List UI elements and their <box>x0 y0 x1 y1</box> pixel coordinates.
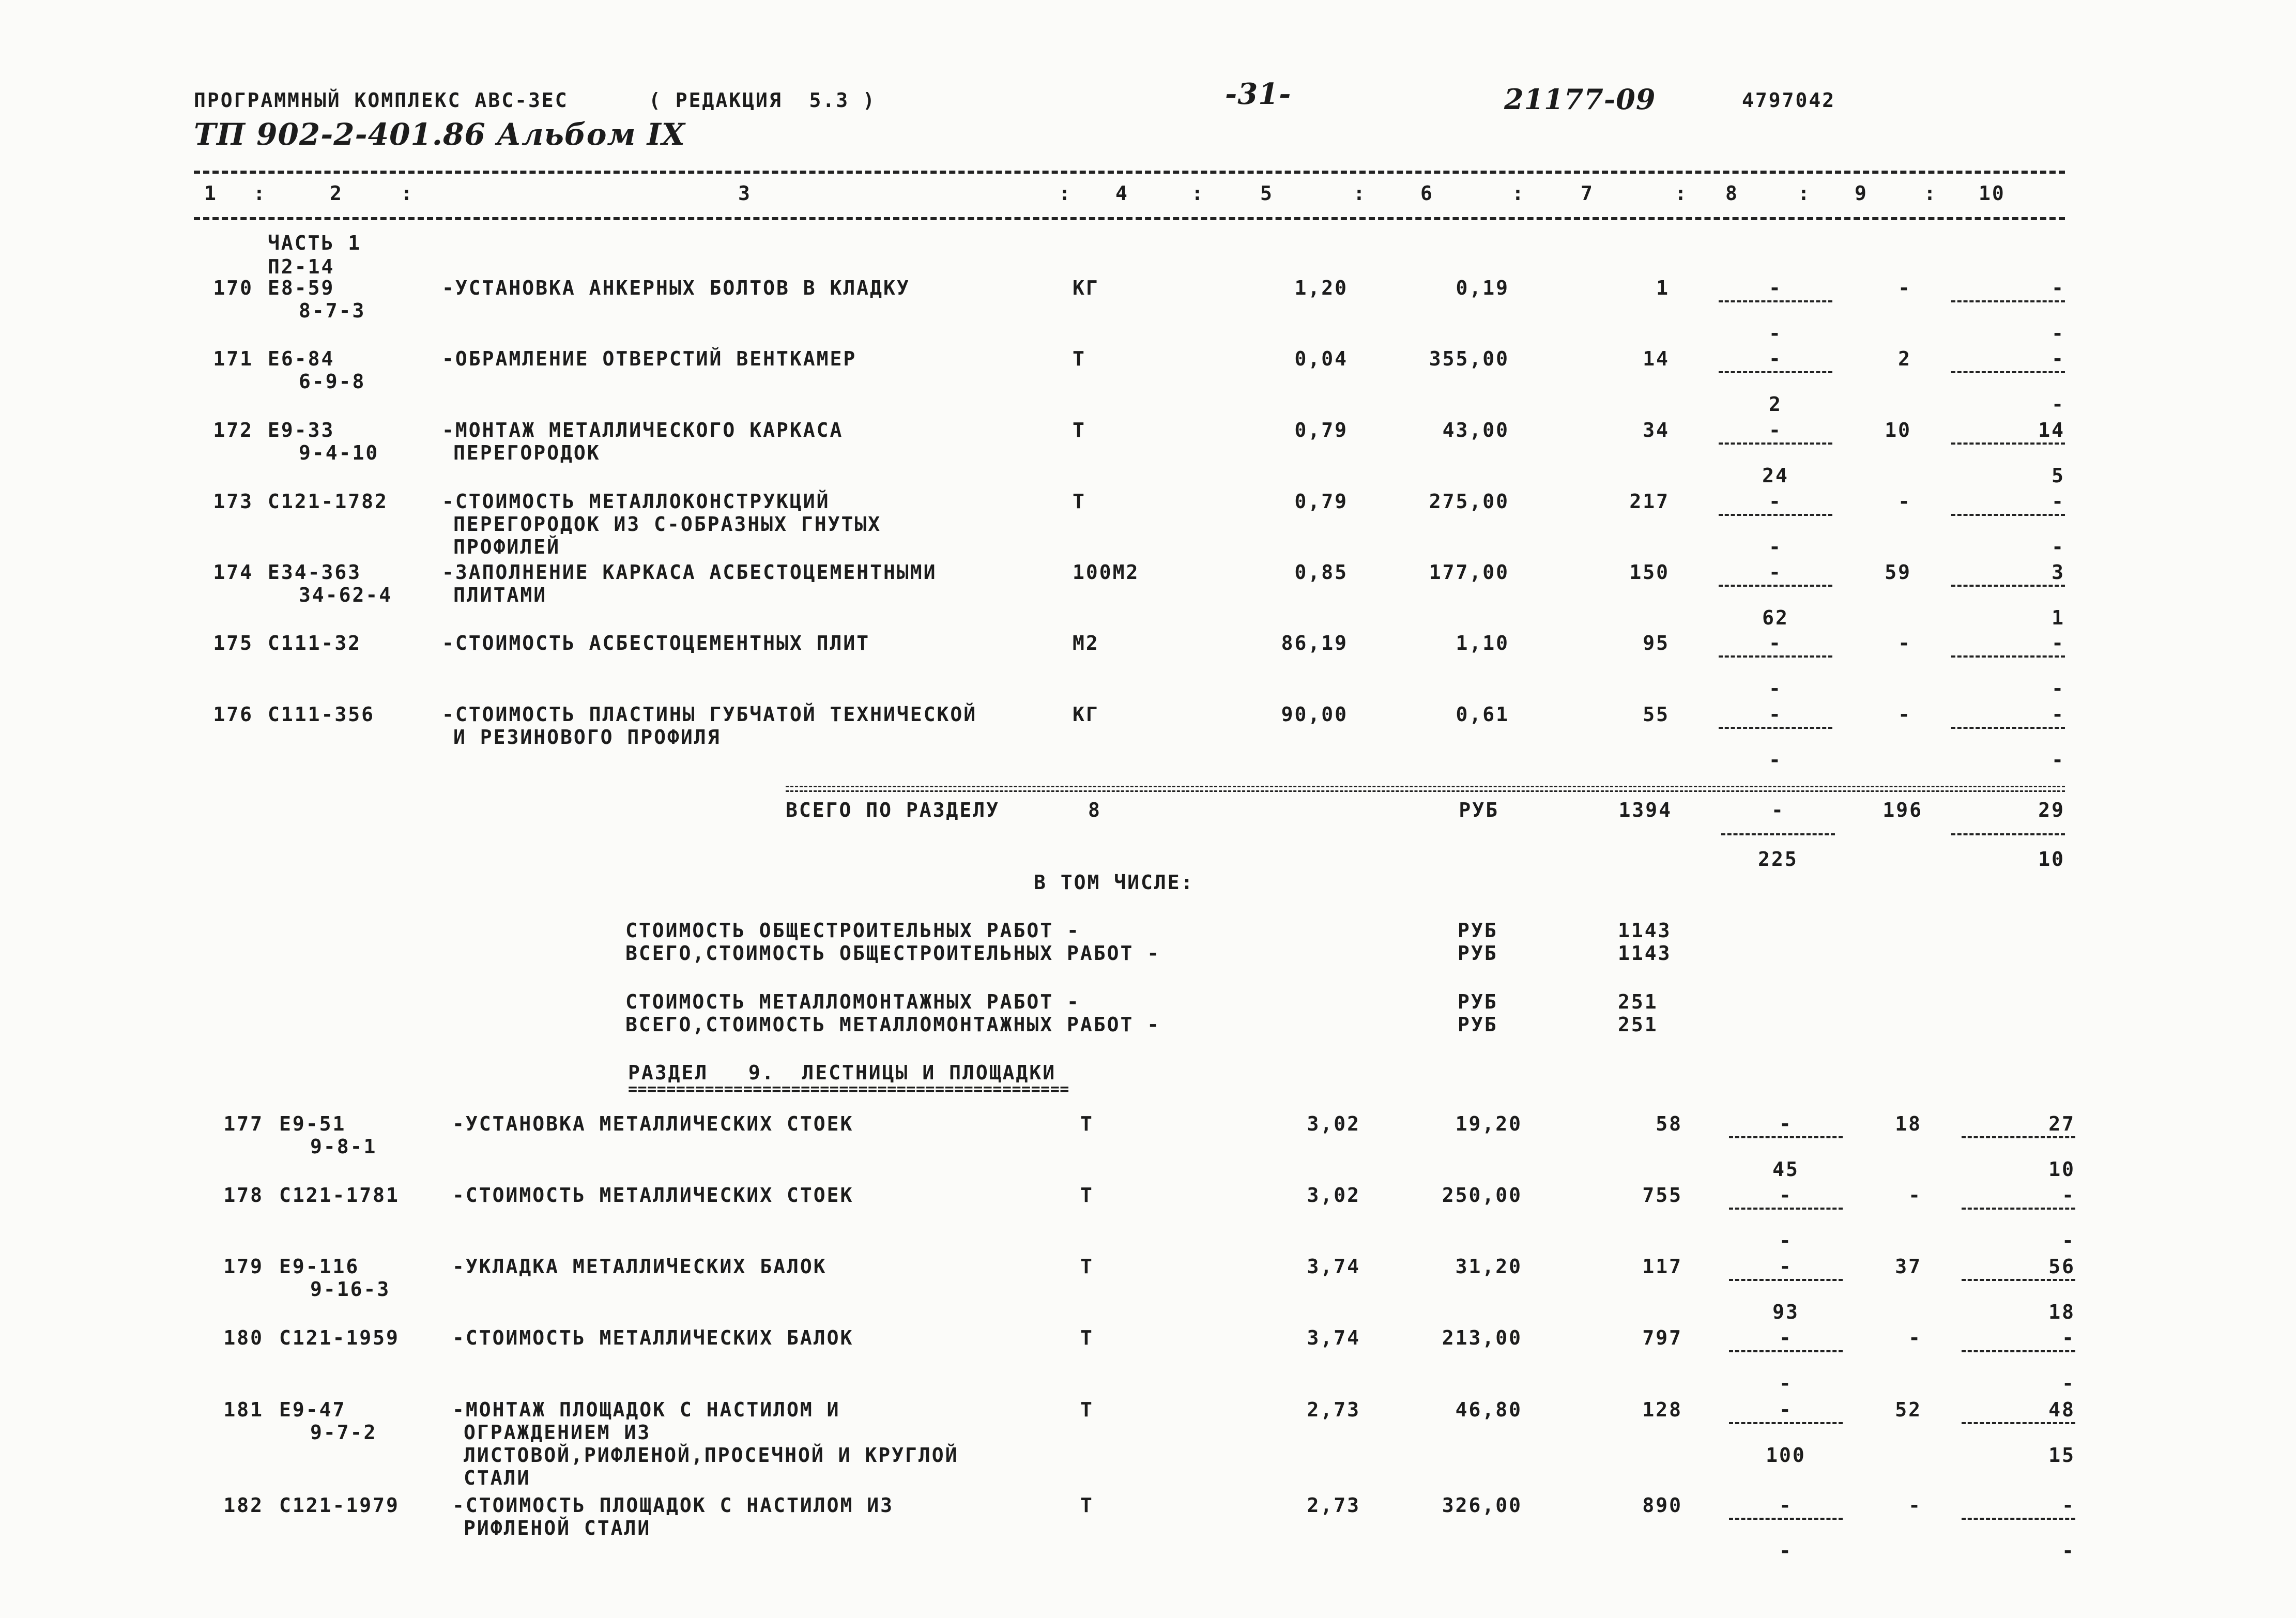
table-header-rule <box>194 217 2065 220</box>
unit: Т <box>1073 490 1086 513</box>
breakdown-label: СТОИМОСТЬ ОБЩЕСТРОИТЕЛЬНЫХ РАБОТ - <box>625 919 1080 942</box>
row-number: 181 <box>223 1398 264 1421</box>
breakdown-value: 251 <box>1618 990 1658 1013</box>
section-total-col10: 29 <box>2038 799 2065 821</box>
rate-code: Е9-116 <box>279 1255 360 1278</box>
section-total-value: 1394 <box>1618 799 1672 821</box>
col8-value: - <box>1779 1184 1793 1207</box>
quantity: 0,79 <box>1294 490 1348 513</box>
quantity: 2,73 <box>1307 1398 1360 1421</box>
work-description: -ОБРАМЛЕНИЕ ОТВЕРСТИЙ ВЕНТКАМЕР <box>442 347 857 370</box>
unit-price: 0,19 <box>1456 277 1509 299</box>
unit: Т <box>1073 347 1086 370</box>
total-cost: 58 <box>1656 1112 1682 1135</box>
unit-price: 355,00 <box>1429 347 1509 370</box>
work-description-cont: РИФЛЕНОЙ СТАЛИ <box>464 1517 651 1539</box>
col8-lower-value: - <box>1779 1229 1793 1252</box>
unit-price: 19,20 <box>1455 1112 1522 1135</box>
col8-lower-value: - <box>1779 1372 1793 1395</box>
col9-value: - <box>1898 277 1911 299</box>
work-description: -СТОИМОСТЬ ПЛАСТИНЫ ГУБЧАТОЙ ТЕХНИЧЕСКОЙ <box>442 703 977 726</box>
unit-price: 213,00 <box>1442 1326 1522 1349</box>
rate-code: Е9-47 <box>279 1398 346 1421</box>
col9-value: 59 <box>1885 561 1911 584</box>
rate-code: С121-1959 <box>279 1326 400 1349</box>
rate-code: Е34-363 <box>268 561 362 584</box>
breakdown-value: 251 <box>1618 1013 1658 1036</box>
total-cost: 1 <box>1656 277 1670 299</box>
col9-value: - <box>1908 1494 1922 1517</box>
section-total-col8-lower: 225 <box>1758 848 1798 871</box>
col9-value: 37 <box>1895 1255 1922 1278</box>
unit-price: 43,00 <box>1442 419 1509 441</box>
rate-code: С111-356 <box>268 703 375 726</box>
unit-price: 31,20 <box>1455 1255 1522 1278</box>
breakdown-label: ВСЕГО,СТОИМОСТЬ МЕТАЛЛОМОНТАЖНЫХ РАБОТ - <box>625 1013 1161 1036</box>
col10-value: - <box>2052 632 2065 654</box>
unit: Т <box>1080 1398 1094 1421</box>
col8-value: - <box>1769 632 1782 654</box>
col10-lower-value: - <box>2052 322 2065 345</box>
breakdown-unit: РУБ <box>1458 1013 1498 1036</box>
rate-code: Е8-59 <box>268 277 335 299</box>
work-description: -УСТАНОВКА МЕТАЛЛИЧЕСКИХ СТОЕК <box>452 1112 854 1135</box>
work-description: -МОНТАЖ МЕТАЛЛИЧЕСКОГО КАРКАСА <box>442 419 844 441</box>
quantity: 90,00 <box>1281 703 1348 726</box>
work-description-cont: ОГРАЖДЕНИЕМ ИЗ <box>464 1421 651 1444</box>
col8-lower-value: - <box>1769 322 1782 345</box>
work-description: -СТОИМОСТЬ МЕТАЛЛИЧЕСКИХ БАЛОК <box>452 1326 854 1349</box>
unit: 100М2 <box>1073 561 1140 584</box>
col8-value: - <box>1769 277 1782 299</box>
rate-code: Е9-33 <box>268 419 335 441</box>
column-header: 10 <box>1979 182 2006 205</box>
total-cost: 150 <box>1629 561 1670 584</box>
col10-value: - <box>2052 490 2065 513</box>
col10-value: 14 <box>2038 419 2065 441</box>
col10-lower-value: - <box>2052 749 2065 771</box>
total-cost: 797 <box>1642 1326 1682 1349</box>
col9-value: 18 <box>1895 1112 1922 1135</box>
work-description: -СТОИМОСТЬ МЕТАЛЛОКОНСТРУКЦИЙ <box>442 490 830 513</box>
row-number: 179 <box>223 1255 264 1278</box>
unit-price: 1,10 <box>1456 632 1509 654</box>
row-number: 175 <box>213 632 253 654</box>
col10-lower-value: - <box>2052 677 2065 700</box>
total-cost: 128 <box>1642 1398 1682 1421</box>
col8-value: - <box>1779 1326 1793 1349</box>
col8-value: - <box>1779 1494 1793 1517</box>
section-9-underline: ============================================== <box>628 1080 1069 1098</box>
work-description-cont: ЛИСТОВОЙ,РИФЛЕНОЙ,ПРОСЕЧНОЙ И КРУГЛОЙ <box>464 1444 959 1467</box>
row-number: 180 <box>223 1326 264 1349</box>
col10-lower-value: 15 <box>2048 1444 2075 1467</box>
col8-value: - <box>1769 419 1782 441</box>
col9-value: 2 <box>1898 347 1911 370</box>
col10-lower-value: 5 <box>2052 464 2065 487</box>
col10-lower-value: - <box>2062 1539 2075 1562</box>
work-description: -УСТАНОВКА АНКЕРНЫХ БОЛТОВ В КЛАДКУ <box>442 277 910 299</box>
quantity: 0,04 <box>1294 347 1348 370</box>
col10-value: - <box>2052 347 2065 370</box>
rate-code: С121-1781 <box>279 1184 400 1207</box>
total-cost: 34 <box>1643 419 1670 441</box>
unit: Т <box>1080 1255 1094 1278</box>
edition-label: ( РЕДАКЦИЯ 5.3 ) <box>649 89 876 112</box>
col10-lower-value: - <box>2052 536 2065 558</box>
work-description: -ЗАПОЛНЕНИЕ КАРКАСА АСБЕСТОЦЕМЕНТНЫМИ <box>442 561 937 584</box>
work-description: -МОНТАЖ ПЛОЩАДОК С НАСТИЛОМ И <box>452 1398 840 1421</box>
col10-value: 27 <box>2048 1112 2075 1135</box>
col8-value: - <box>1779 1398 1793 1421</box>
col8-lower-value: - <box>1769 536 1782 558</box>
row-number: 182 <box>223 1494 264 1517</box>
work-description-cont: ПЕРЕГОРОДОК ИЗ С-ОБРАЗНЫХ ГНУТЫХ <box>453 513 882 536</box>
column-header: 3 <box>738 182 752 205</box>
col10-lower-value: 10 <box>2048 1158 2075 1181</box>
section-total-number: 8 <box>1088 799 1101 821</box>
column-header: 4 <box>1115 182 1129 205</box>
rate-code-sub: 34-62-4 <box>299 584 393 606</box>
col8-lower-value: - <box>1779 1539 1793 1562</box>
col9-value: - <box>1898 703 1911 726</box>
section-total-col9: 196 <box>1882 799 1923 821</box>
breakdown-unit: РУБ <box>1458 942 1498 965</box>
row-number: 170 <box>213 277 253 299</box>
unit: Т <box>1080 1326 1094 1349</box>
quantity: 0,79 <box>1294 419 1348 441</box>
unit: КГ <box>1073 703 1099 726</box>
col9-value: 10 <box>1885 419 1911 441</box>
column-header: 8 <box>1725 182 1739 205</box>
row-number: 173 <box>213 490 253 513</box>
row-number: 176 <box>213 703 253 726</box>
table-top-rule <box>194 171 2065 174</box>
col8-lower-value: - <box>1769 749 1782 771</box>
col8-lower-value: 24 <box>1762 464 1789 487</box>
col10-lower-value: - <box>2062 1229 2075 1252</box>
col10-value: - <box>2052 703 2065 726</box>
rate-code: С121-1782 <box>268 490 388 513</box>
col10-value: - <box>2062 1184 2075 1207</box>
work-description-cont: ПЕРЕГОРОДОК <box>453 441 601 464</box>
total-cost: 95 <box>1643 632 1670 654</box>
rate-code-sub: 8-7-3 <box>299 299 366 322</box>
row-number: 177 <box>223 1112 264 1135</box>
column-header: 1 <box>204 182 218 205</box>
total-cost: 217 <box>1629 490 1670 513</box>
quantity: 3,74 <box>1307 1326 1360 1349</box>
project-reference: ТП 902-2-401.86 Альбом IX <box>194 117 685 152</box>
col8-lower-value: 2 <box>1769 393 1782 416</box>
work-description-cont: СТАЛИ <box>464 1467 531 1489</box>
section-total-unit: РУБ <box>1459 799 1499 821</box>
work-description-cont: И РЕЗИНОВОГО ПРОФИЛЯ <box>453 726 721 749</box>
total-cost: 755 <box>1642 1184 1682 1207</box>
column-header: 5 <box>1260 182 1274 205</box>
total-cost: 14 <box>1643 347 1670 370</box>
unit: Т <box>1080 1494 1094 1517</box>
section-total-label: ВСЕГО ПО РАЗДЕЛУ <box>786 799 1000 821</box>
work-description-cont: ПЛИТАМИ <box>453 584 547 606</box>
rate-code-sub: 6-9-8 <box>299 370 366 393</box>
rate-code-sub: 9-16-3 <box>310 1278 391 1301</box>
col9-value: - <box>1908 1326 1922 1349</box>
rate-code: Е9-51 <box>279 1112 346 1135</box>
col10-lower-value: - <box>2052 393 2065 416</box>
rate-code-sub: 9-4-10 <box>299 441 379 464</box>
col9-value: - <box>1898 632 1911 654</box>
col10-value: 3 <box>2052 561 2065 584</box>
rate-code: С111-32 <box>268 632 362 654</box>
work-description: -СТОИМОСТЬ МЕТАЛЛИЧЕСКИХ СТОЕК <box>452 1184 854 1207</box>
col10-value: - <box>2062 1494 2075 1517</box>
quantity: 2,73 <box>1307 1494 1360 1517</box>
work-description: -УКЛАДКА МЕТАЛЛИЧЕСКИХ БАЛОК <box>452 1255 827 1278</box>
col10-value: - <box>2052 277 2065 299</box>
total-cost: 55 <box>1643 703 1670 726</box>
col10-lower-value: 1 <box>2052 606 2065 629</box>
work-description: -СТОИМОСТЬ АСБЕСТОЦЕМЕНТНЫХ ПЛИТ <box>442 632 870 654</box>
col10-value: 48 <box>2048 1398 2075 1421</box>
rate-code: Е6-84 <box>268 347 335 370</box>
rate-code-sub: 9-8-1 <box>310 1135 377 1158</box>
col8-value: - <box>1769 490 1782 513</box>
breakdown-label: СТОИМОСТЬ МЕТАЛЛОМОНТАЖНЫХ РАБОТ - <box>625 990 1080 1013</box>
unit-price: 250,00 <box>1442 1184 1522 1207</box>
col8-value: - <box>1769 703 1782 726</box>
section-total-col8: - <box>1771 799 1785 821</box>
col8-lower-value: 62 <box>1762 606 1789 629</box>
rate-code: С121-1979 <box>279 1494 400 1517</box>
document-number: 4797042 <box>1742 89 1836 112</box>
total-cost: 117 <box>1642 1255 1682 1278</box>
breakdown-unit: РУБ <box>1458 990 1498 1013</box>
section-total-rule <box>786 786 2065 792</box>
column-header: 9 <box>1855 182 1868 205</box>
section-9-title: РАЗДЕЛ 9. ЛЕСТНИЦЫ И ПЛОЩАДКИ <box>628 1061 1057 1084</box>
unit: Т <box>1080 1184 1094 1207</box>
page-number: -31- <box>1225 77 1292 111</box>
col8-value: - <box>1769 561 1782 584</box>
including-heading: В ТОМ ЧИСЛЕ: <box>1034 871 1195 894</box>
breakdown-value: 1143 <box>1618 919 1672 942</box>
breakdown-label: ВСЕГО,СТОИМОСТЬ ОБЩЕСТРОИТЕЛЬНЫХ РАБОТ - <box>625 942 1161 965</box>
col8-lower-value: 100 <box>1766 1444 1806 1467</box>
row-number: 172 <box>213 419 253 441</box>
col8-lower-value: 45 <box>1772 1158 1799 1181</box>
quantity: 3,02 <box>1307 1112 1360 1135</box>
col8-value: - <box>1779 1112 1793 1135</box>
col8-lower-value: - <box>1769 677 1782 700</box>
unit-price: 0,61 <box>1456 703 1509 726</box>
column-header: 7 <box>1581 182 1594 205</box>
breakdown-value: 1143 <box>1618 942 1672 965</box>
col9-value: 52 <box>1895 1398 1922 1421</box>
col10-lower-value: - <box>2062 1372 2075 1395</box>
col9-value: - <box>1898 490 1911 513</box>
quantity: 3,02 <box>1307 1184 1360 1207</box>
col8-lower-value: 93 <box>1772 1301 1799 1323</box>
quantity: 3,74 <box>1307 1255 1360 1278</box>
section-total-col10-lower: 10 <box>2038 848 2065 871</box>
quantity: 0,85 <box>1294 561 1348 584</box>
unit: Т <box>1080 1112 1094 1135</box>
total-cost: 890 <box>1642 1494 1682 1517</box>
quantity: 1,20 <box>1294 277 1348 299</box>
program-name: ПРОГРАММНЫЙ КОМПЛЕКС АВС-3ЕС <box>194 89 569 112</box>
work-description-cont: ПРОФИЛЕЙ <box>453 536 561 558</box>
row-number: 171 <box>213 347 253 370</box>
col9-value: - <box>1908 1184 1922 1207</box>
col8-value: - <box>1779 1255 1793 1278</box>
unit-price: 46,80 <box>1455 1398 1522 1421</box>
unit: М2 <box>1073 632 1099 654</box>
row-number: 174 <box>213 561 253 584</box>
unit-price: 326,00 <box>1442 1494 1522 1517</box>
column-header: 2 <box>330 182 343 205</box>
part-label: ЧАСТЬ 1 <box>268 232 362 254</box>
part-code: П2-14 <box>268 255 335 278</box>
document-code: 21177-09 <box>1504 83 1656 116</box>
col8-value: - <box>1769 347 1782 370</box>
breakdown-unit: РУБ <box>1458 919 1498 942</box>
unit-price: 177,00 <box>1429 561 1509 584</box>
unit: Т <box>1073 419 1086 441</box>
column-header: 6 <box>1420 182 1434 205</box>
quantity: 86,19 <box>1281 632 1348 654</box>
col10-lower-value: 18 <box>2048 1301 2075 1323</box>
unit: КГ <box>1073 277 1099 299</box>
unit-price: 275,00 <box>1429 490 1509 513</box>
rate-code-sub: 9-7-2 <box>310 1421 377 1444</box>
col10-value: 56 <box>2048 1255 2075 1278</box>
document-page: ПРОГРАММНЫЙ КОМПЛЕКС АВС-3ЕС ( РЕДАКЦИЯ 5.3 ) -31- 21177-09 4797042 ТП 902-2-401.86 Альбом IX 1 2 3 4 5 6 7 8 9 10 : : : : : : : : : ЧАСТЬ 1 П2-14 170 Е8-59 8-7-3 -УСТАНОВКА АНКЕРНЫХ БОЛТОВ В КЛАДКУ КГ 1,20 0,19 1 - - - - - 171 Е6-84 6-9-8 -ОБРАМЛЕНИЕ ОТВЕРСТИЙ ВЕНТКАМЕР Т 0,04 355,00 14 - 2 2 - - 172 Е9-33 9-4-10 -МОНТАЖ МЕТАЛЛИЧЕСКОГО КАРКАСА ПЕРЕГОРОДОК Т 0,79 43,00 34 - 24 10 14 5 173 С121-1782 -СТОИМОСТЬ МЕТАЛЛОКОНСТРУКЦИЙ ПЕРЕГОРОДОК ИЗ С-ОБРАЗНЫХ ГНУТЫХ ПРОФИЛЕЙ Т 0,79 275,00 217 - - - - - 174 Е34-363 34-62-4 -ЗАПОЛНЕНИЕ КАРКАСА АСБЕСТОЦЕМЕНТНЫМИ ПЛИТАМИ 100М2 0,85 177,00 150 - 62 59 3 1 175 С111-32 -СТОИМОСТЬ АСБЕСТОЦЕМЕНТНЫХ ПЛИТ М2 86,19 1,10 95 - - - - - 176 С111-356 -СТОИМОСТЬ ПЛАСТИНЫ ГУБЧАТОЙ ТЕХНИЧЕСКОЙ И РЕЗИНОВОГО ПРОФИЛЯ КГ 90,00 0,61 55 - - - - - ВСЕГО ПО РАЗДЕЛУ 8 РУБ 1394 - 225 196 29 10 В ТОМ ЧИСЛЕ: СТОИМОСТЬ ОБЩЕСТРОИТЕЛЬНЫХ РАБОТ - РУБ 1143 ВСЕГО,СТОИМОСТЬ ОБЩЕСТРОИТЕЛЬНЫХ РАБОТ - РУБ 1143 СТОИМОСТЬ МЕТАЛЛОМОНТАЖНЫХ РАБОТ - РУБ 251 ВСЕГО,СТОИМОСТЬ МЕТАЛЛОМОНТАЖНЫХ РАБОТ - РУБ 251 РАЗДЕЛ 9. ЛЕСТНИЦЫ И ПЛОЩАДКИ ============================================== 177 Е9-51 9-8-1 -УСТАНОВКА МЕТАЛЛИЧЕСКИХ СТОЕК Т 3,02 19,20 58 - 45 18 27 10 178 С121-1781 -СТОИМОСТЬ МЕТАЛЛИЧЕСКИХ СТОЕК Т 3,02 250,00 755 - - - - - 179 Е9-116 9-16-3 -УКЛАДКА МЕТАЛЛИЧЕСКИХ БАЛОК Т 3,74 31,20 117 - 93 37 56 18 180 С121-1959 -СТОИМОСТЬ МЕТАЛЛИЧЕСКИХ БАЛОК Т 3,74 213,00 797 - - - - - 181 Е9-47 9-7-2 -МОНТАЖ ПЛОЩАДОК С НАСТИЛОМ И ОГРАЖДЕНИЕМ ИЗ ЛИСТОВОЙ,РИФЛЕНОЙ,ПРОСЕЧНОЙ И КРУГЛОЙ СТАЛИ Т 2,73 46,80 128 - 100 52 48 15 182 С121-1979 -СТОИМОСТЬ ПЛОЩАДОК С НАСТИЛОМ ИЗ РИФЛЕНОЙ СТАЛИ Т 2,73 326,00 890 - - - - - <box>194 77 2075 1562</box>
work-description: -СТОИМОСТЬ ПЛОЩАДОК С НАСТИЛОМ ИЗ <box>452 1494 894 1517</box>
row-number: 178 <box>223 1184 264 1207</box>
col10-value: - <box>2062 1326 2075 1349</box>
